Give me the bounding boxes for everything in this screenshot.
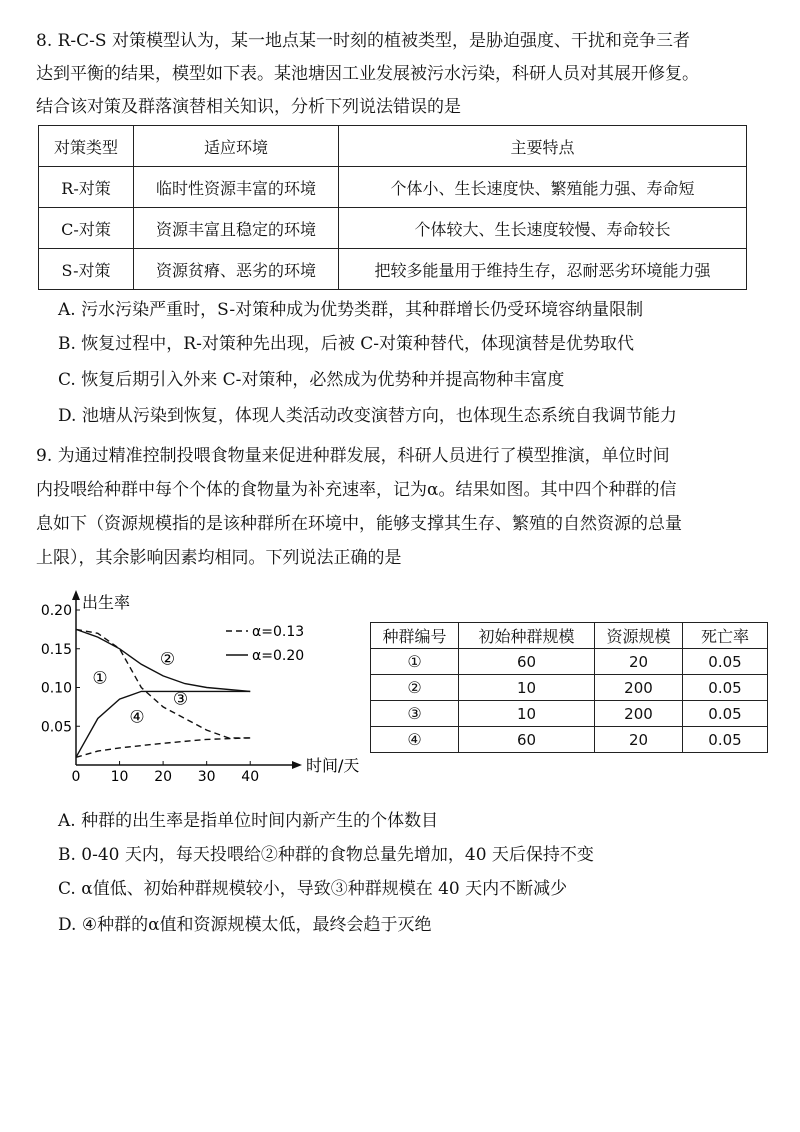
q9-option-a[interactable]: A. 种群的出生率是指单位时间内新产生的个体数目: [58, 811, 439, 831]
x-tick-label: 40: [241, 769, 260, 785]
table-row: [39, 249, 747, 290]
x-tick-label: 30: [197, 769, 216, 785]
table-cell: 200: [595, 701, 683, 727]
table-cell: 0.05: [683, 727, 768, 753]
table-header-cell: 资源规模: [595, 623, 683, 649]
series-label: ①: [92, 668, 108, 689]
table-cell: 200: [595, 675, 683, 701]
y-axis-label: 出生率: [82, 593, 131, 612]
q8-stem-line: 达到平衡的结果，模型如下表。某池塘因工业发展被污水污染，科研人员对其展开修复。: [36, 64, 699, 84]
y-tick-label: 0.15: [40, 641, 72, 658]
table-header-cell: 适应环境: [134, 126, 339, 167]
table-cell: 个体较大、生长速度较慢、寿命较长: [339, 208, 747, 249]
table-row: [39, 167, 747, 208]
table-cell: 60: [459, 649, 595, 675]
table-row: [371, 727, 768, 753]
table-header-row: [371, 623, 768, 649]
legend-label: α=0.13: [252, 624, 305, 640]
table-cell: ①: [371, 649, 459, 675]
table-header-cell: 对策类型: [39, 126, 134, 167]
table-cell: 0.05: [683, 649, 768, 675]
table-cell: 个体小、生长速度快、繁殖能力强、寿命短: [339, 167, 747, 208]
x-axis-label: 时间/天: [306, 756, 360, 775]
table-cell: 临时性资源丰富的环境: [134, 167, 339, 208]
y-tick-label: 0.10: [40, 680, 72, 697]
table-header-cell: 种群编号: [371, 623, 459, 649]
table-cell: 20: [595, 727, 683, 753]
q8-option-d[interactable]: D. 池塘从污染到恢复，体现人类活动改变演替方向，也体现生态系统自我调节能力: [58, 406, 677, 426]
table-cell: 20: [595, 649, 683, 675]
table-cell: 10: [459, 675, 595, 701]
x-axis-arrow: [292, 761, 302, 769]
series-label: ②: [159, 649, 176, 670]
series-label: ④: [129, 707, 145, 728]
q8-option-c[interactable]: C. 恢复后期引入外来 C-对策种，必然成为优势种并提高物种丰富度: [58, 370, 565, 390]
table-cell: 10: [459, 701, 595, 727]
table-cell: 资源丰富且稳定的环境: [134, 208, 339, 249]
q8-option-a[interactable]: A. 污水污染严重时，S-对策种成为优势类群，其种群增长仍受环境容纳量限制: [58, 300, 644, 320]
x-tick-label: 0: [71, 769, 81, 785]
table-cell: C-对策: [39, 208, 134, 249]
table-header-cell: 主要特点: [339, 126, 747, 167]
q8-stem-line: 8. R-C-S 对策模型认为，某一地点某一时刻的植被类型，是胁迫强度、干扰和竞争三者: [36, 31, 690, 51]
table-cell: ③: [371, 701, 459, 727]
legend-label: α=0.20: [252, 648, 305, 664]
q9-option-b[interactable]: B. 0-40 天内，每天投喂给②种群的食物总量先增加，40 天后保持不变: [58, 845, 594, 865]
table-row: [371, 675, 768, 701]
table-row: [371, 701, 768, 727]
table-cell: ④: [371, 727, 459, 753]
y-tick-label: 0.05: [40, 719, 72, 736]
table-cell: S-对策: [39, 249, 134, 290]
table-row: [371, 649, 768, 675]
series-label: ③: [172, 689, 189, 710]
birth-rate-chart: [28, 584, 368, 794]
q8-stem-line: 结合该对策及群落演替相关知识，分析下列说法错误的是: [36, 97, 461, 117]
q8-option-b[interactable]: B. 恢复过程中，R-对策种先出现，后被 C-对策种替代，体现演替是优势取代: [58, 334, 634, 354]
population-info-table: [370, 622, 768, 753]
series-line-①: [76, 691, 250, 757]
series-line-④: [76, 738, 250, 757]
table-cell: 0.05: [683, 701, 768, 727]
table-cell: 0.05: [683, 675, 768, 701]
q9-stem-line: 上限），其余影响因素均相同。下列说法正确的是: [36, 548, 402, 568]
x-tick-label: 20: [154, 769, 173, 785]
table-cell: 60: [459, 727, 595, 753]
x-tick-label: 10: [110, 769, 129, 785]
table-row: [39, 208, 747, 249]
table-cell: R-对策: [39, 167, 134, 208]
table-header-cell: 初始种群规模: [459, 623, 595, 649]
q9-stem-line: 9. 为通过精准控制投喂食物量来促进种群发展，科研人员进行了模型推演，单位时间: [36, 446, 670, 466]
y-tick-label: 0.20: [40, 603, 72, 619]
q9-option-c[interactable]: C. α值低、初始种群规模较小，导致③种群规模在 40 天内不断减少: [58, 879, 568, 899]
rcs-strategy-table: [38, 125, 747, 290]
q9-stem-line: 内投喂给种群中每个个体的食物量为补充速率，记为α。结果如图。其中四个种群的信: [36, 480, 677, 500]
q9-stem-line: 息如下（资源规模指的是该种群所在环境中，能够支撑其生存、繁殖的自然资源的总量: [36, 514, 682, 534]
table-header-cell: 死亡率: [683, 623, 768, 649]
y-axis-arrow: [72, 590, 80, 600]
q9-option-d[interactable]: D. ④种群的α值和资源规模太低，最终会趋于灭绝: [58, 915, 432, 935]
table-cell: ②: [371, 675, 459, 701]
table-cell: 资源贫瘠、恶劣的环境: [134, 249, 339, 290]
table-cell: 把较多能量用于维持生存，忍耐恶劣环境能力强: [339, 249, 747, 290]
table-header-row: [39, 126, 747, 167]
